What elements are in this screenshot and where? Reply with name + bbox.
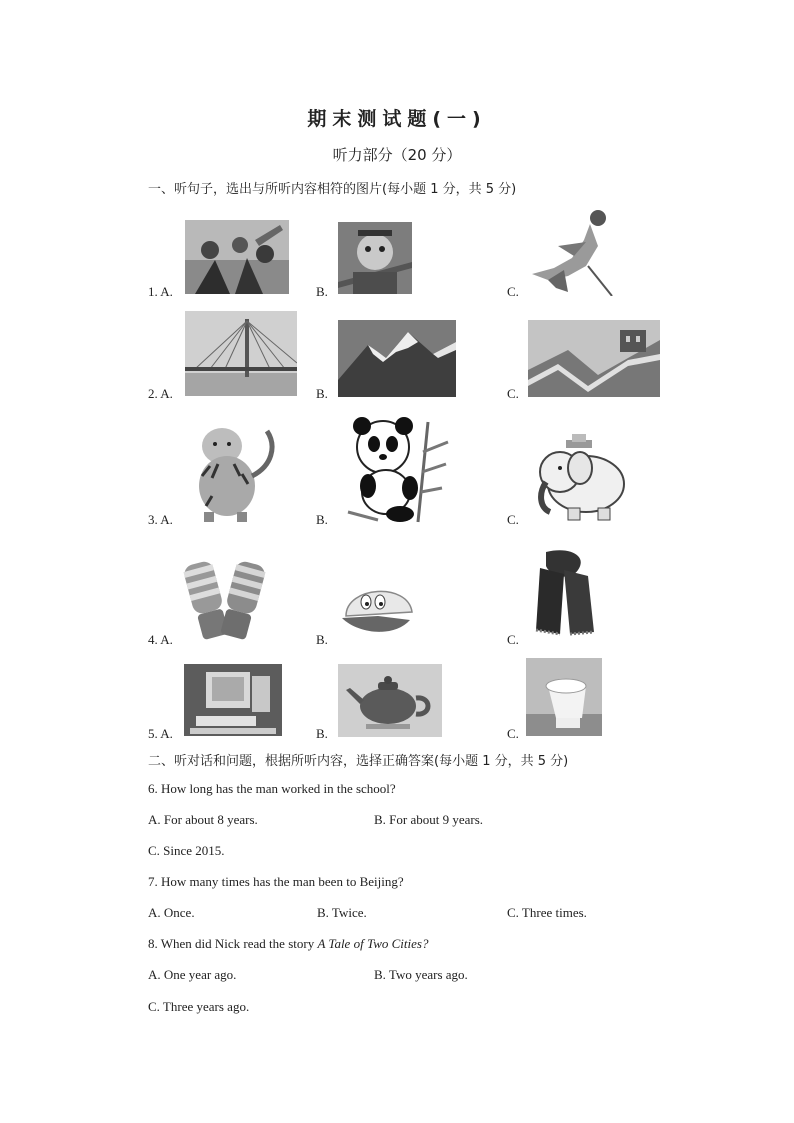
picture-snowy-mountain xyxy=(338,320,456,397)
row3-label-c: C. xyxy=(507,512,519,527)
picture-striped-gloves xyxy=(182,552,268,644)
row4-label-c: C. xyxy=(507,632,519,647)
q6-option-a[interactable]: A. For about 8 years. xyxy=(148,812,258,827)
row4-label-a: 4. A. xyxy=(148,632,173,647)
picture-duck-cap xyxy=(338,574,416,640)
picture-toilet xyxy=(526,658,602,736)
q6-option-b[interactable]: B. For about 9 years. xyxy=(374,812,484,827)
picture-monkey-king-battle-scene xyxy=(185,220,289,294)
row3-label-b: B. xyxy=(316,512,328,527)
q7-option-b[interactable]: B. Twice. xyxy=(317,905,367,920)
row5-label-a: 5. A. xyxy=(148,726,173,741)
row2-label-a: 2. A. xyxy=(148,386,173,401)
question-6: 6. How long has the man worked in the school? xyxy=(148,781,396,796)
row5-label-b: B. xyxy=(316,726,328,741)
row1-label-b: B. xyxy=(316,284,328,299)
question-8-text: 8. When did Nick read the story xyxy=(148,936,318,951)
picture-monkey-king-portrait xyxy=(338,222,412,294)
page-subtitle: 听力部分（20 分） xyxy=(332,146,462,164)
q7-option-a[interactable]: A. Once. xyxy=(148,905,195,920)
section1-heading: 一、听句子，选出与所听内容相符的图片(每小题 1 分，共 5 分) xyxy=(148,182,517,197)
picture-elephant-with-hat xyxy=(530,432,630,522)
picture-flying-goddess-figure xyxy=(528,206,614,296)
row3-label-a: 3. A. xyxy=(148,512,173,527)
picture-teapot xyxy=(338,664,442,737)
q7-option-c[interactable]: C. Three times. xyxy=(507,905,587,920)
q8-option-b[interactable]: B. Two years ago. xyxy=(374,967,468,982)
story-title: A Tale of Two Cities? xyxy=(317,936,429,951)
picture-tiger xyxy=(182,416,284,524)
row5-label-c: C. xyxy=(507,726,519,741)
page-title: 期末测试题(一) xyxy=(307,108,487,130)
row2-label-b: B. xyxy=(316,386,328,401)
picture-great-wall xyxy=(528,320,660,397)
question-7: 7. How many times has the man been to Beijing? xyxy=(148,874,404,889)
row4-label-b: B. xyxy=(316,632,328,647)
q8-option-c[interactable]: C. Three years ago. xyxy=(148,999,250,1014)
question-8 xyxy=(148,936,428,952)
q6-option-c[interactable]: C. Since 2015. xyxy=(148,843,225,858)
row2-label-c: C. xyxy=(507,386,519,401)
picture-old-computer xyxy=(184,664,282,736)
picture-scarf xyxy=(530,546,596,640)
q8-option-a[interactable]: A. One year ago. xyxy=(148,967,237,982)
row1-label-c: C. xyxy=(507,284,519,299)
picture-panda-with-bamboo xyxy=(338,412,452,524)
section2-heading: 二、听对话和问题，根据所听内容，选择正确答案(每小题 1 分，共 5 分) xyxy=(148,754,569,769)
row1-label-a: 1. A. xyxy=(148,284,173,299)
picture-cable-stayed-bridge xyxy=(185,311,297,396)
